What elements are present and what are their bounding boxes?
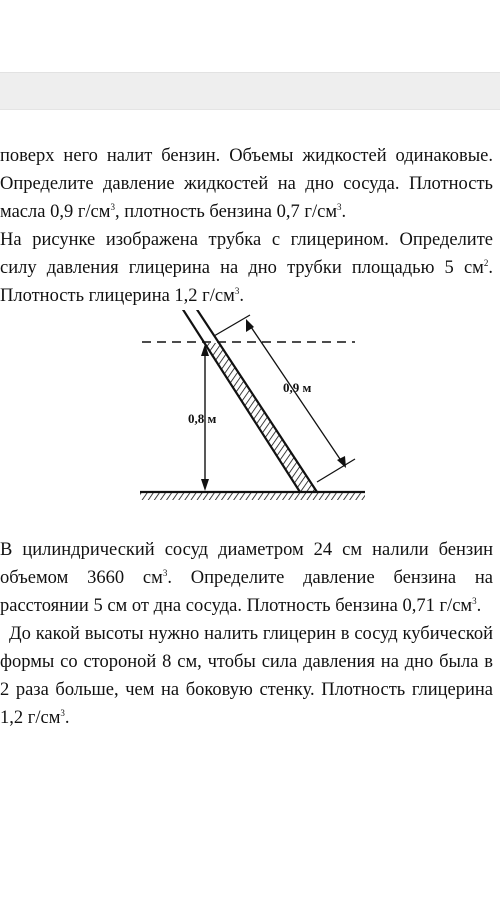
superscript: 3 <box>60 708 65 718</box>
height-label: 0,8 м <box>188 411 217 426</box>
superscript: 3 <box>337 202 342 212</box>
glycerin-fill <box>203 343 317 492</box>
problem-text: До какой высоты нужно налить глицерин в сосуд кубической формы со стороной 8 см, чтобы сила давления на дно была в 2 раза больше, чем на боковую стенку. Плотность глицерина 1,2 г/см <box>0 624 493 728</box>
ground-hatching <box>140 492 365 500</box>
extension-line-bottom <box>317 459 355 482</box>
problem-glycerin-tube <box>0 226 493 310</box>
problem-text: . Определите давление бензина на расстоянии 5 см от дна сосуда. Плотность бензина 0,71 г/см <box>0 568 493 616</box>
superscript: 3 <box>110 202 115 212</box>
problem-text: . Плотность глицерина 1,2 г/см <box>0 258 493 306</box>
top-toolbar <box>0 72 500 110</box>
problem-text: На рисунке изображена трубка с глицерином. Определите силу давления глицерина на дно трубки площадью 5 см <box>0 230 493 278</box>
superscript: 3 <box>162 568 168 578</box>
length-label: 0,9 м <box>283 380 312 395</box>
superscript: 3 <box>234 286 240 296</box>
superscript: 3 <box>472 596 477 606</box>
problem-benzine-cylinder <box>0 536 493 620</box>
problem-text: . <box>239 286 244 306</box>
problem-text: В цилиндрический сосуд диаметром 24 см налили бензин объемом 3660 см <box>0 540 493 588</box>
extension-line-top <box>214 315 250 336</box>
problem-text: , плотность бензина 0,7 г/см <box>114 202 338 222</box>
problem-glycerin-cube <box>0 620 493 732</box>
problem-text: . <box>64 708 70 728</box>
tube-figure <box>0 310 493 536</box>
superscript: 2 <box>483 258 489 268</box>
problem-oil-benzine <box>0 142 493 226</box>
problem-text: . <box>341 202 347 222</box>
problem-text: . <box>476 596 482 616</box>
document-text <box>0 142 493 732</box>
tube-diagram <box>0 310 500 536</box>
length-arrow-head-bottom <box>337 456 346 468</box>
height-arrow-head-bottom <box>201 479 209 491</box>
problem-text: поверх него налит бензин. Объемы жидкостей одинаковые. Определите давление жидкостей на дно сосуда. Плотность масла 0,9 г/см <box>0 146 493 222</box>
